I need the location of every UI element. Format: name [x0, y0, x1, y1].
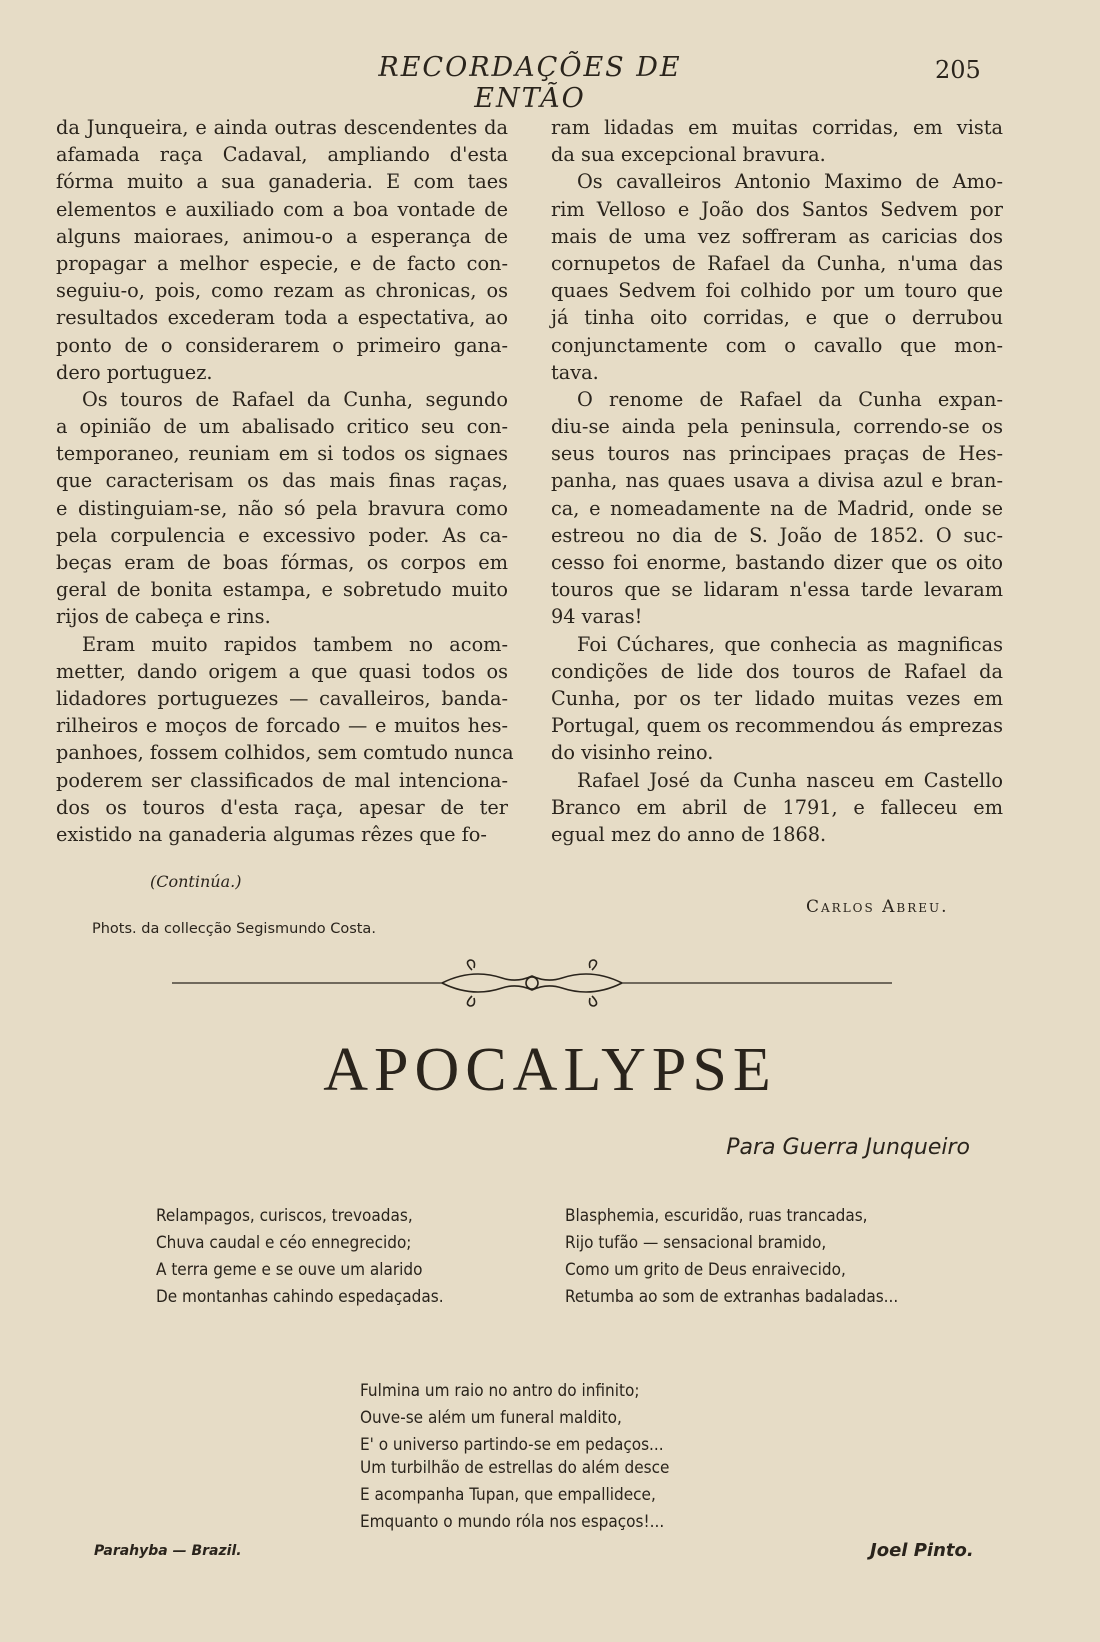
- text-line: já tinha oito corridas, e que o derrubou: [551, 306, 1003, 330]
- verse-line: Blasphemia, escuridão, ruas trancadas,: [565, 1206, 868, 1226]
- article-signature: Carlos Abreu.: [806, 897, 949, 917]
- verse-line: De montanhas cahindo espedaçadas.: [156, 1287, 444, 1307]
- text-line: afamada raça Cadaval, ampliando d'esta: [56, 143, 508, 167]
- page-number: 205: [935, 56, 981, 84]
- text-line: temporaneo, reuniam em si todos os signaes: [56, 442, 508, 466]
- text-line: touros que se lidaram n'essa tarde levaram: [551, 578, 1003, 602]
- verse-line: Retumba ao som de extranhas badaladas...: [565, 1287, 899, 1307]
- text-line: geral de bonita estampa, e sobretudo muito: [56, 578, 508, 602]
- text-line: ca, e nomeadamente na de Madrid, onde se: [551, 496, 1003, 520]
- right-text-column: [551, 114, 1003, 848]
- poem-stanza-3: [360, 1378, 664, 1459]
- text-line: egual mez do anno de 1868.: [551, 822, 827, 846]
- verse-line: Fulmina um raio no antro do infinito;: [360, 1381, 640, 1401]
- text-line: ponto de o considerarem o primeiro gana-: [56, 333, 508, 357]
- text-line: cornupetos de Rafael da Cunha, n'uma das: [551, 251, 1003, 275]
- text-line: Portugal, quem os recommendou ás emprezas: [551, 714, 1003, 738]
- text-line: quaes Sedvem foi colhido por um touro que: [551, 279, 1003, 303]
- verse-line: Ouve-se além um funeral maldito,: [360, 1408, 622, 1428]
- text-line: que caracterisam os das mais finas raças,: [56, 469, 508, 493]
- text-line: da sua excepcional bravura.: [551, 143, 826, 167]
- text-line: e distinguiam-se, não só pela bravura como: [56, 496, 508, 520]
- text-line: estreou no dia de S. João de 1852. O suc-: [551, 523, 1003, 547]
- text-line: conjunctamente com o cavallo que mon-: [551, 333, 1003, 357]
- verse-line: E acompanha Tupan, que empallidece,: [360, 1485, 656, 1505]
- left-text-column: [56, 114, 514, 848]
- text-line: do visinho reino.: [551, 741, 714, 765]
- poem-title: APOCALYPSE: [323, 1036, 777, 1104]
- verse-line: Emquanto o mundo róla nos espaços!...: [360, 1512, 665, 1532]
- verse-line: A terra geme e se ouve um alarido: [156, 1260, 423, 1280]
- text-line: cesso foi enorme, bastando dizer que os oito: [551, 551, 1003, 574]
- verse-line: Rijo tufão — sensacional bramido,: [565, 1233, 827, 1253]
- text-line: metter, dando origem a que quasi todos os: [56, 659, 508, 683]
- text-line: tava.: [551, 360, 599, 384]
- text-line: O renome de Rafael da Cunha expan-: [577, 387, 1003, 411]
- text-line: propagar a melhor especie, e de facto con-: [56, 251, 508, 275]
- text-line: dos os touros d'esta raça, apesar de ter: [56, 795, 508, 819]
- text-line: condições de lide dos touros de Rafael da: [551, 659, 1003, 683]
- text-line: Foi Cúchares, que conhecia as magnificas: [577, 632, 1003, 656]
- text-line: Cunha, por os ter lidado muitas vezes em: [551, 686, 1003, 710]
- text-line: panhoes, fossem colhidos, sem comtudo nunca: [56, 741, 514, 765]
- text-line: fórma muito a sua ganaderia. E com taes: [56, 170, 508, 194]
- text-line: poderem ser classificados de mal intenciona-: [56, 768, 508, 792]
- poem-place: Parahyba — Brazil.: [94, 1543, 242, 1559]
- text-line: Rafael José da Cunha nasceu em Castello: [577, 768, 1003, 792]
- text-line: Eram muito rapidos tambem no acom-: [82, 632, 508, 656]
- text-line: elementos e auxiliado com a boa vontade de: [56, 197, 508, 221]
- text-line: rijos de cabeça e rins.: [56, 605, 271, 629]
- text-line: rim Velloso e João dos Santos Sedvem por: [551, 197, 1003, 221]
- text-line: seguiu-o, pois, como rezam as chronicas, os: [56, 279, 508, 303]
- text-line: Os touros de Rafael da Cunha, segundo: [82, 387, 508, 411]
- text-line: pela corpulencia e excessivo poder. As ca-: [56, 523, 508, 547]
- verse-line: Um turbilhão de estrellas do além desce: [360, 1458, 670, 1478]
- photo-credit: Phots. da collecção Segismundo Costa.: [92, 921, 376, 937]
- text-line: diu-se ainda pela peninsula, correndo-se os: [551, 415, 1003, 439]
- poem-author: Joel Pinto.: [870, 1540, 974, 1561]
- text-line: Branco em abril de 1791, e falleceu em: [551, 795, 1003, 819]
- text-line: lidadores portuguezes — cavalleiros, banda-: [56, 686, 508, 710]
- text-line: seus touros nas principaes praças de Hes-: [551, 442, 1003, 466]
- poem-stanza-2: [565, 1203, 898, 1311]
- text-line: panha, nas quaes usava a divisa azul e bran-: [551, 469, 1003, 493]
- text-line: dero portuguez.: [56, 360, 213, 384]
- ornament-divider-icon: [172, 958, 892, 1008]
- text-line: a opinião de um abalisado critico seu con-: [56, 415, 508, 439]
- verse-line: E' o universo partindo-se em pedaços...: [360, 1435, 664, 1455]
- text-line: rilheiros e moços de forcado — e muitos hes-: [56, 714, 508, 738]
- text-line: ram lidadas em muitas corridas, em vista: [551, 116, 1003, 139]
- text-line: resultados excederam toda a espectativa, ao: [56, 306, 508, 330]
- verse-line: Relampagos, curiscos, trevoadas,: [156, 1206, 413, 1226]
- text-line: 94 varas!: [551, 605, 643, 629]
- text-line: Os cavalleiros Antonio Maximo de Amo-: [577, 170, 1003, 194]
- poem-stanza-4: [360, 1455, 669, 1536]
- poem-dedication: Para Guerra Junqueiro: [726, 1135, 970, 1160]
- text-line: existido na ganaderia algumas rêzes que fo-: [56, 822, 487, 846]
- text-line: alguns maioraes, animou-o a esperança de: [56, 224, 508, 248]
- poem-stanza-1: [156, 1203, 444, 1311]
- continued-note: (Continúa.): [150, 872, 242, 891]
- running-title: RECORDAÇÕES DE ENTÃO: [378, 52, 682, 114]
- verse-line: Chuva caudal e céo ennegrecido;: [156, 1233, 412, 1253]
- text-line: da Junqueira, e ainda outras descendentes da: [56, 116, 508, 139]
- verse-line: Como um grito de Deus enraivecido,: [565, 1260, 846, 1280]
- text-line: beças eram de boas fórmas, os corpos em: [56, 551, 508, 574]
- text-line: mais de uma vez soffreram as caricias dos: [551, 224, 1003, 248]
